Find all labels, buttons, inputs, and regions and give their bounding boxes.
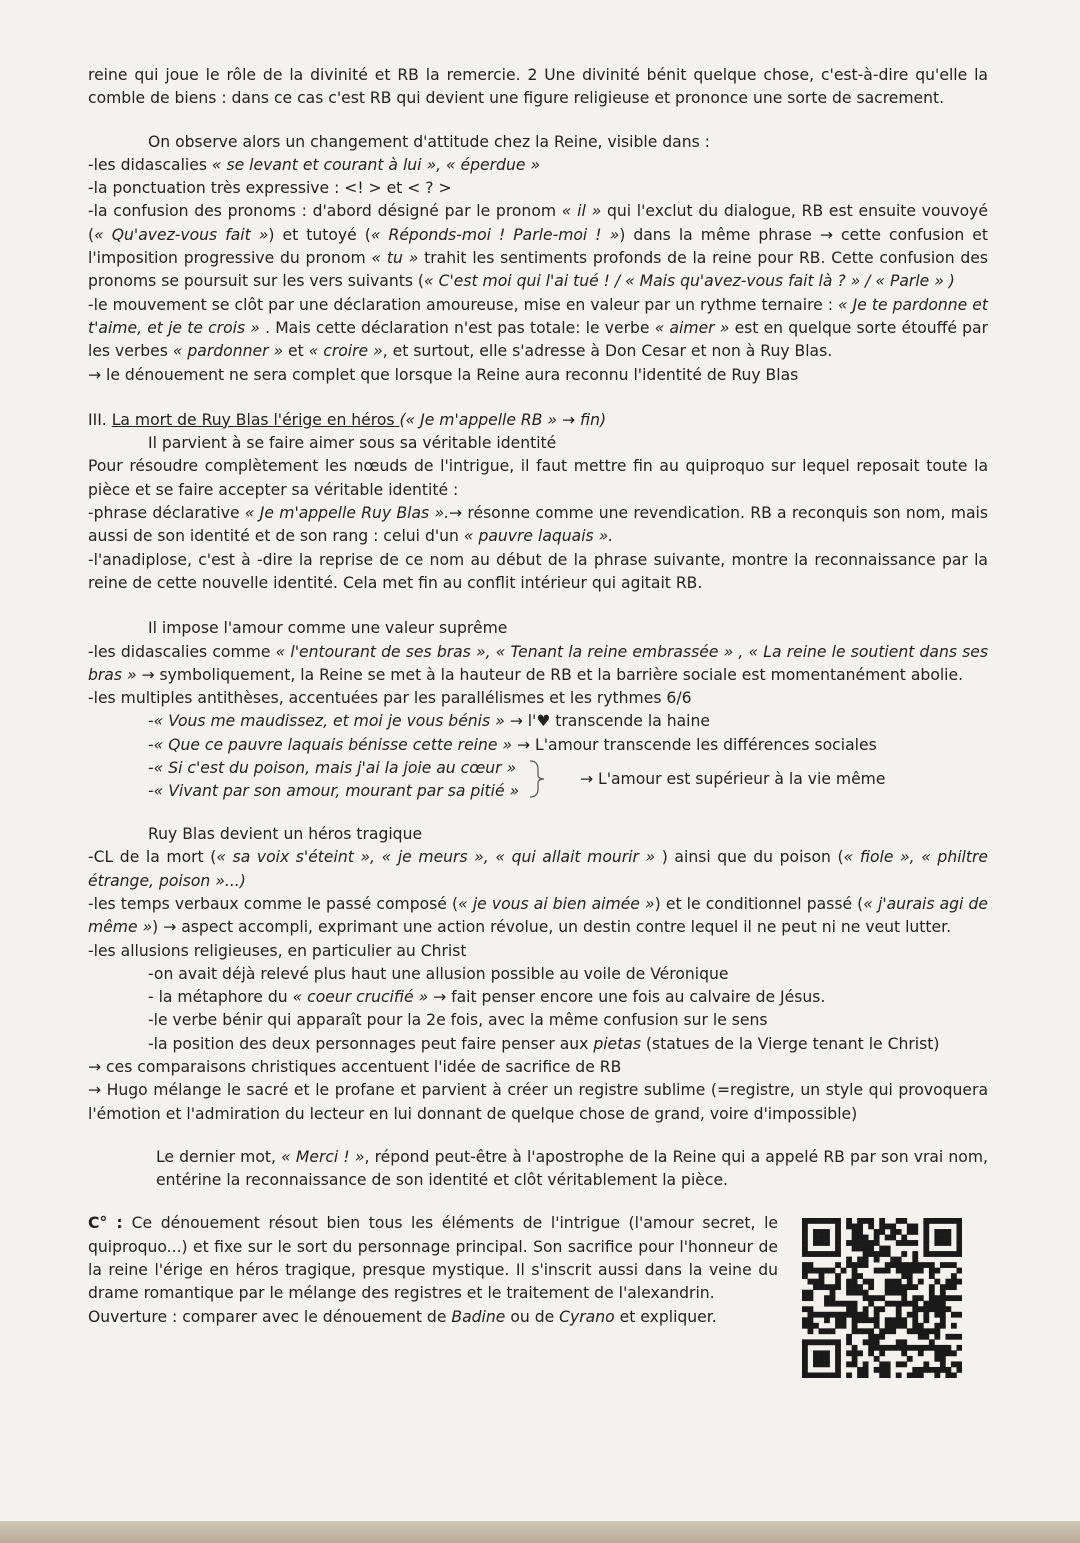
qr-code-icon[interactable] <box>802 1218 962 1378</box>
sub-item-benir: -le verbe bénir qui apparaît pour la 2e fois, avec la même confusion sur le sens <box>148 1011 768 1030</box>
list-item-didascalies: -les didascalies « se levant et courant à lui », « éperdue » <box>88 155 541 174</box>
curly-brace-icon <box>528 759 546 799</box>
conclusion-block <box>88 1212 988 1328</box>
arrow-line-sublime: → Hugo mélange le sacré et le profane et parvient à créer un registre sublime (=registre, un style qui provoquera l'émotion et l'admiration du lecteur en lui donnant de quelque chose de grand, voire d'impossible) <box>88 1081 988 1123</box>
sub-item-metaphor: - la métaphore du « coeur crucifié » → fait penser encore une fois au calvaire de Jésus. <box>148 988 826 1007</box>
list-item-punctuation: -la ponctuation très expressive : <! > et < ? > <box>88 179 452 198</box>
subsection-title-love: Il impose l'amour comme une valeur suprême <box>148 619 508 638</box>
quote-brace-result: → L'amour est supérieur à la vie même <box>580 770 886 789</box>
conclusion-arrow-line: → le dénouement ne sera complet que lorsque la Reine aura reconnu l'identité de Ruy Blas <box>88 365 799 384</box>
section-title-iii: III. La mort de Ruy Blas l'érige en héros (« Je m'appelle RB » → fin) <box>88 410 607 429</box>
conclusion-text: C° : Ce dénouement résout bien tous les éléments de l'intrigue (l'amour secret, le quiproquo...) et fixe sur le sort du personnage principal. Son sacrifice pour l'honneur de la reine l'érige en héros tragique, presque mystique. Il s'inscrit aussi dans la veine du drame romantique par le mélange des registres et le traitement de l'alexandrin. <box>88 1214 778 1303</box>
quote-line-1: -« Vous me maudissez, et moi je vous bénis » → l'♥ transcende la haine <box>148 712 710 731</box>
paragraph-attitude-change: On observe alors un changement d'attitude chez la Reine, visible dans : <box>148 132 710 151</box>
list-item-declaration: -le mouvement se clôt par une déclaration amoureuse, mise en valeur par un rythme ternaire : « Je te pardonne et t'aime, et je te crois » . Mais cette déclaration n'est pas totale: le verbe « aimer » est en quelque sorte étouffé par les verbes « pardonner » et « croire », et surtout, elle s'adresse à Don Cesar et non à Ruy Blas. <box>88 295 988 361</box>
quote-line-2: -« Que ce pauvre laquais bénisse cette reine » → L'amour transcende les différences sociales <box>148 735 877 754</box>
sub-item-veronique: -on avait déjà relevé plus haut une allusion possible au voile de Véronique <box>148 964 729 983</box>
ouverture-text: Ouverture : comparer avec le dénouement de Badine ou de Cyrano et expliquer. <box>88 1307 717 1326</box>
subsection-title-identity: Il parvient à se faire aimer sous sa véritable identité <box>148 434 557 453</box>
list-item-death-lexicon: -CL de la mort (« sa voix s'éteint », « je meurs », « qui allait mourir » ) ainsi que du poison (« fiole », « philtre étrange, poison »...) <box>88 848 988 890</box>
paper-edge <box>0 1521 1080 1543</box>
list-item-anadiplose: -l'anadiplose, c'est à -dire la reprise de ce nom au début de la phrase suivante, montre la reconnaissance par la reine de cette nouvelle identité. Cela met fin au conflit intérieur qui agitait RB. <box>88 550 988 592</box>
quote-line-3: -« Si c'est du poison, mais j'ai la joie au cœur » <box>148 759 517 778</box>
sub-item-pietas: -la position des deux personnages peut faire penser aux pietas (statues de la Vierge tenant le Christ) <box>148 1034 940 1053</box>
paragraph-intro: reine qui joue le rôle de la divinité et RB la remercie. 2 Une divinité bénit quelque chose, c'est-à-dire qu'elle la comble de biens : dans ce cas c'est RB qui devient une figure religieuse et prononce une sorte de sacrement. <box>88 66 988 108</box>
document-body <box>88 64 988 1329</box>
list-item-declarative: -phrase déclarative « Je m'appelle Ruy Blas ».→ résonne comme une revendication. RB a reconquis son nom, mais aussi de son identité et de son rang : celui d'un « pauvre laquais ». <box>88 504 988 546</box>
list-item-verb-tenses: -les temps verbaux comme le passé composé (« je vous ai bien aimée ») et le conditionnel passé (« j'aurais agi de même ») → aspect accompli, exprimant une action révolue, un destin contre lequel il ne peut ni ne veut lutter. <box>88 894 988 937</box>
arrow-line-sacrifice: → ces comparaisons christiques accentuent l'idée de sacrifice de RB <box>88 1057 622 1076</box>
list-item-religious: -les allusions religieuses, en particulier au Christ <box>88 941 467 960</box>
paragraph-last-word: Le dernier mot, « Merci ! », répond peut-être à l'apostrophe de la Reine qui a appelé RB par son vrai nom, entérine la reconnaissance de son identité et clôt véritablement la pièce. <box>156 1147 988 1190</box>
list-item-antitheses: -les multiples antithèses, accentuées par les parallélismes et les rythmes 6/6 <box>88 689 692 708</box>
list-item-didascalies-2: -les didascalies comme « l'entourant de ses bras », « Tenant la reine embrassée » , « La reine le soutient dans ses bras » → symboliquement, la Reine se met à la hauteur de RB et la barrière sociale est momentanément abolie. <box>88 642 988 684</box>
list-item-pronouns: -la confusion des pronoms : d'abord désigné par le pronom « il » qui l'exclut du dialogue, RB est ensuite vouvoyé (« Qu'avez-vous fait ») et tutoyé (« Réponds-moi ! Parle-moi ! ») dans la même phrase → cette confusion et l'imposition progressive du pronom « tu » trahit les sentiments profonds de la reine pour RB. Cette confusion des pronoms se poursuit sur les vers suivants (« C'est moi qui l'ai tué ! / « Mais qu'avez-vous fait là ? » / « Parle » ) <box>88 202 988 291</box>
subsection-title-tragic: Ruy Blas devient un héros tragique <box>148 825 423 844</box>
quote-brace-group <box>88 757 988 803</box>
paragraph-quiproquo: Pour résoudre complètement les nœuds de l'intrigue, il faut mettre fin au quiproquo sur lequel reposait toute la pièce et se faire accepter sa véritable identité : <box>88 457 988 499</box>
quote-line-4: -« Vivant par son amour, mourant par sa pitié » <box>148 782 520 801</box>
